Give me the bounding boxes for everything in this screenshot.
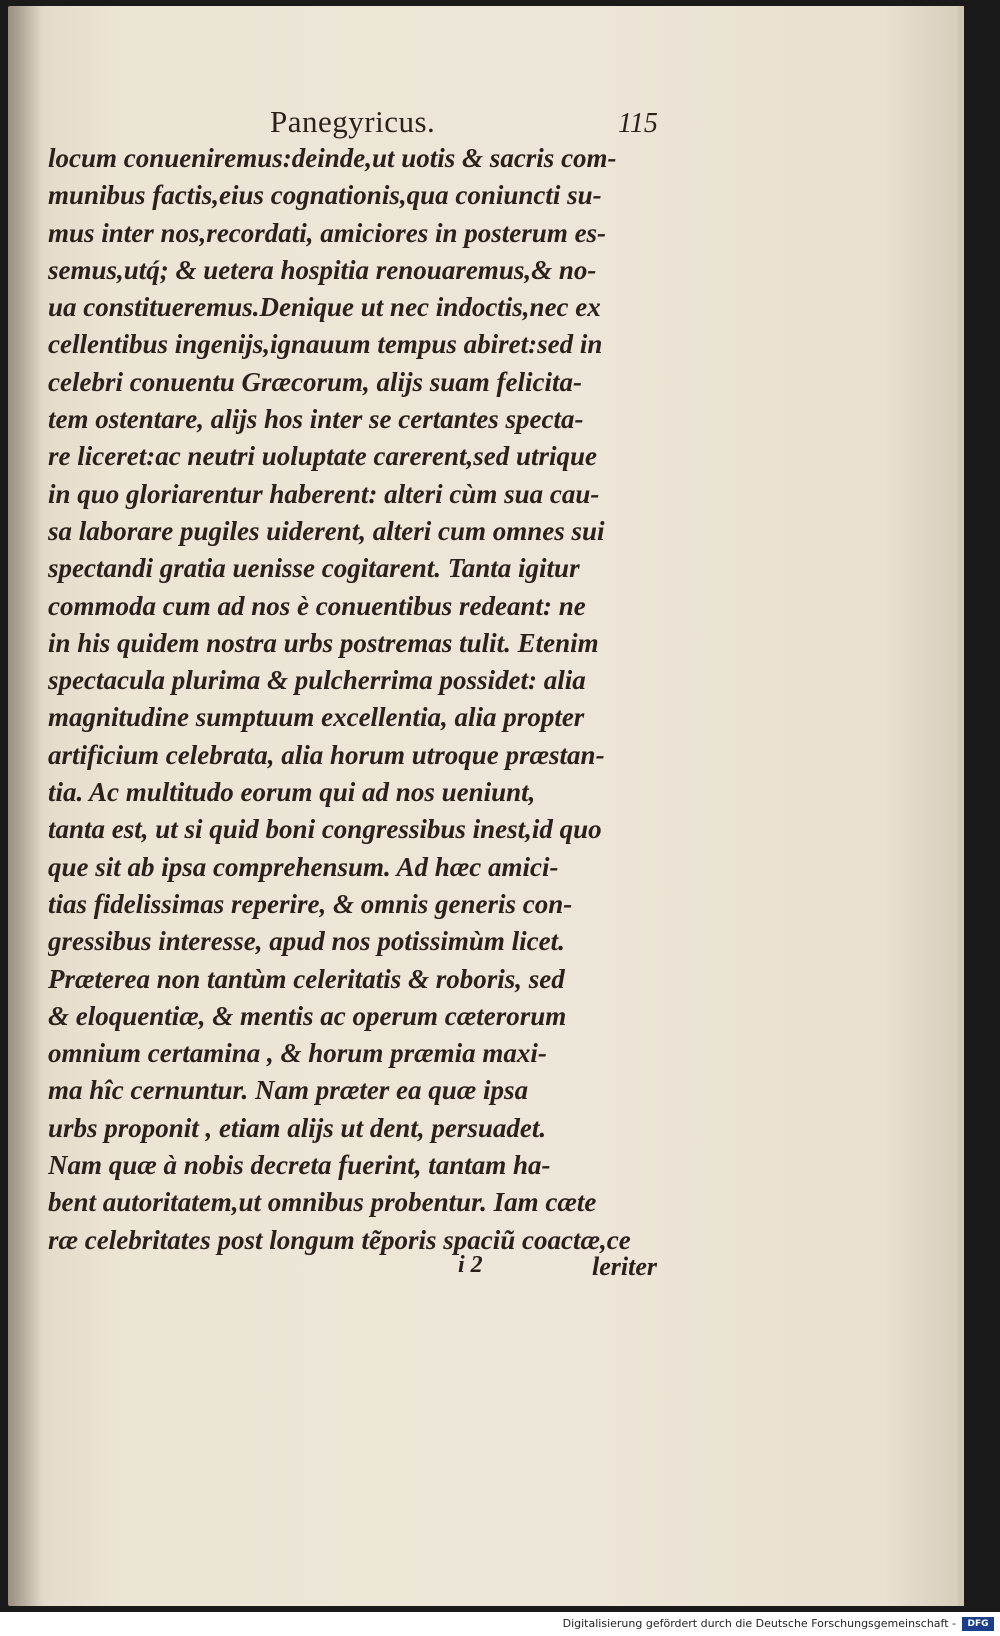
running-title: Panegyricus.	[270, 104, 436, 139]
text-line: tias fidelissimas reperire, & omnis generis con-	[48, 888, 573, 919]
text-line: locum conueniremus:deinde,ut uotis & sacris com-	[48, 143, 617, 173]
page-edge	[958, 6, 964, 1606]
footer-bar	[0, 1612, 1000, 1636]
dfg-logo: DFG	[962, 1617, 994, 1631]
body-text	[48, 140, 698, 1259]
text-line: gressibus interesse, apud nos potissimùm licet.	[48, 926, 565, 957]
text-line: spectacula plurima & pulcherrima possidet: alia	[48, 665, 586, 696]
text-line: munibus factis,eius cognationis,qua coniuncti su-	[48, 180, 602, 211]
text-line: tanta est, ut si quid boni congressibus inest,id quo	[48, 814, 602, 845]
text-line: ua constitueremus.Denique ut nec indoctis,nec ex	[48, 292, 601, 323]
catchword: leriter	[592, 1252, 657, 1281]
text-line: in his quidem nostra urbs postremas tulit. Etenim	[48, 627, 599, 658]
text-line: in quo gloriarentur haberent: alteri cùm sua cau-	[48, 478, 600, 509]
text-line: urbs proponit , etiam alijs ut dent, persuadet.	[48, 1112, 547, 1143]
funding-credit: Digitalisierung gefördert durch die Deutsche Forschungsgemeinschaft -	[562, 1617, 956, 1630]
text-line: tia. Ac multitudo eorum qui ad nos ueniunt,	[48, 777, 536, 808]
signature-mark: i 2	[458, 1252, 483, 1278]
text-line: que sit ab ipsa comprehensum. Ad hæc amici-	[48, 851, 559, 882]
text-line: commoda cum ad nos è conuentibus redeant: ne	[48, 590, 586, 621]
text-line: Præterea non tantùm celeritatis & roboris, sed	[48, 963, 565, 994]
text-line: celebri conuentu Græcorum, alijs suam felicita-	[48, 366, 583, 397]
folio-number: 115	[618, 108, 658, 139]
text-line: Nam quæ à nobis decreta fuerint, tantam ha-	[48, 1150, 551, 1181]
text-line: magnitudine sumptuum excellentia, alia propter	[48, 702, 585, 733]
text-line: sa laborare pugiles uiderent, alteri cum omnes sui	[48, 515, 605, 546]
text-line: artificium celebrata, alia horum utroque præstan-	[48, 739, 605, 770]
text-line: tem ostentare, alijs hos inter se certantes specta-	[48, 404, 584, 435]
text-line: semus,utq́; & uetera hospitia renouaremus,& no-	[48, 254, 597, 285]
text-line: cellentibus ingenijs,ignauum tempus abiret:sed in	[48, 329, 603, 360]
text-line: mus inter nos,recordati, amiciores in posterum es-	[48, 217, 607, 248]
text-line: omnium certamina , & horum præmia maxi-	[48, 1038, 547, 1069]
text-line: ræ celebritates post longum tẽporis spaciũ coactæ,ce	[48, 1224, 631, 1255]
text-line: ma hîc cernuntur. Nam præter ea quæ ipsa	[48, 1075, 529, 1106]
gutter-shadow	[8, 6, 42, 1606]
text-line: spectandi gratia uenisse cogitarent. Tanta igitur	[48, 553, 580, 584]
text-line: re liceret:ac neutri uoluptate carerent,sed utrique	[48, 441, 597, 472]
text-line: & eloquentiæ, & mentis ac operum cæterorum	[48, 1000, 567, 1031]
text-line: bent autoritatem,ut omnibus probentur. Iam cæte	[48, 1187, 597, 1218]
